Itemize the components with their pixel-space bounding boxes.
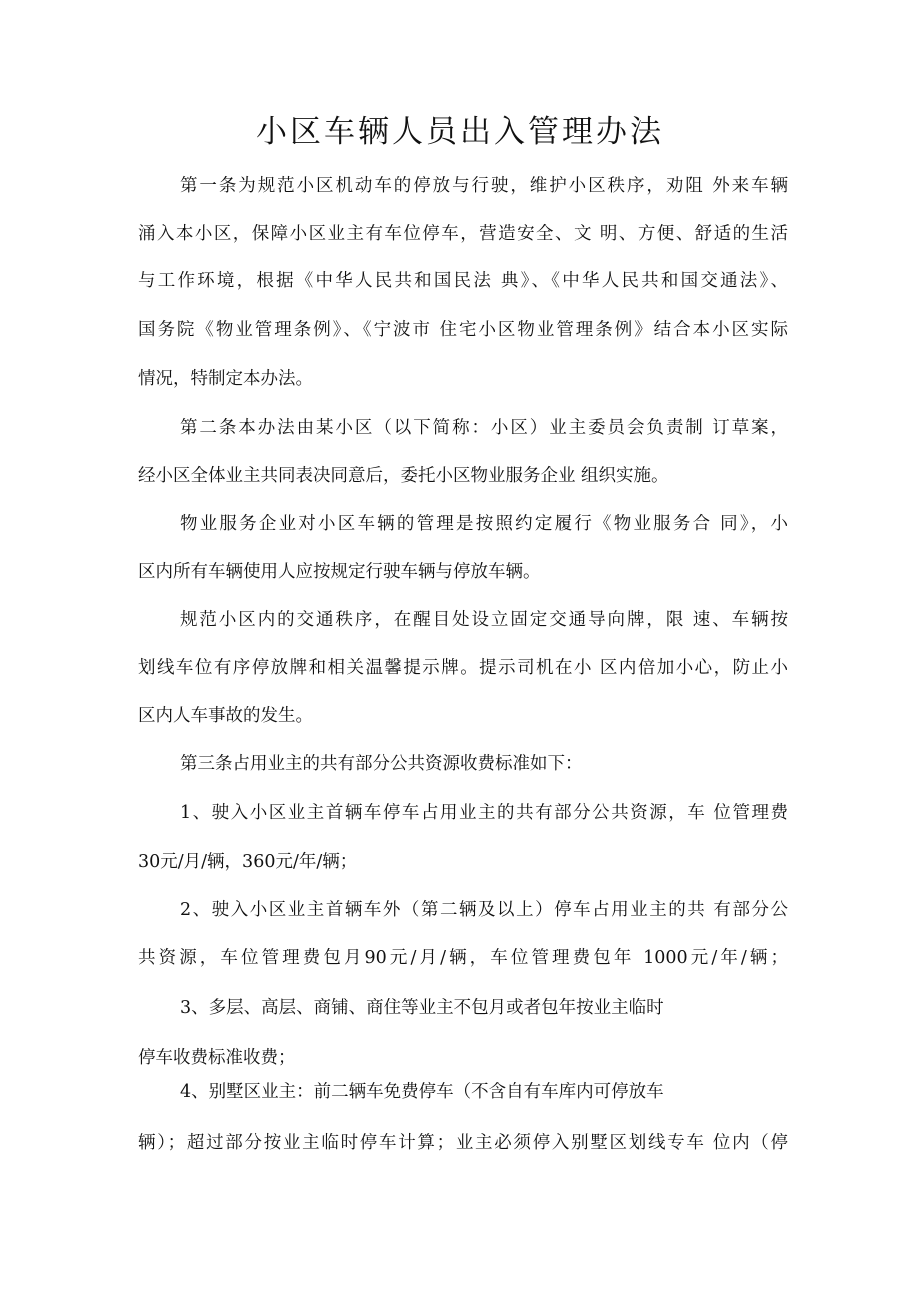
paragraph-line: 经小区全体业主共同表决同意后，委托小区物业服务企业 组织实施。 — [138, 466, 669, 486]
paragraph-line: 第三条占用业主的共有部分公共资源收费标准如下： — [180, 754, 583, 774]
paragraph-line: 停车收费标准收费； — [138, 1048, 296, 1068]
paragraph-line: 2、驶入小区业主首辆车外（第二辆及以上）停车占用业主的共 有部分公 — [180, 900, 788, 920]
paragraph-line: 涌入本小区，保障小区业主有车位停车，营造安全、文 明、方便、舒适的生活 — [138, 224, 788, 244]
paragraph-line: 国务院《物业管理条例》、《宁波市 住宅小区物业管理条例》结合本小区实际 — [138, 320, 788, 340]
paragraph-line: 情况，特制定本办法。 — [138, 369, 313, 389]
paragraph-line: 1、驶入小区业主首辆车停车占用业主的共有部分公共资源，车 位管理费 — [180, 803, 788, 823]
paragraph-line: 第一条为规范小区机动车的停放与行驶，维护小区秩序，劝阻 外来车辆 — [180, 176, 788, 196]
paragraph-line: 与工作环境，根据《中华人民共和国民法 典》、《中华人民共和国交通法》、 — [138, 271, 788, 291]
paragraph-line: 30元/月/辆，360元/年/辆； — [138, 852, 358, 872]
paragraph-line: 区内所有车辆使用人应按规定行驶车辆与停放车辆。 — [138, 562, 541, 582]
paragraph-line: 辆）；超过部分按业主临时停车计算；业主必须停入别墅区划线专车 位内（停 — [138, 1133, 788, 1153]
paragraph-line: 规范小区内的交通秩序，在醒目处设立固定交通导向牌，限 速、车辆按 — [180, 610, 788, 630]
paragraph-line: 3、多层、高层、商铺、商住等业主不包月或者包年按业主临时 — [180, 998, 664, 1018]
paragraph-line: 共资源，车位管理费包月90元/月/辆，车位管理费包年 1000元/年/辆； — [138, 948, 788, 968]
paragraph-line: 区内人车事故的发生。 — [138, 706, 313, 726]
paragraph-line: 第二条本办法由某小区（以下简称：小区）业主委员会负责制 订草案， — [180, 418, 788, 438]
paragraph-line: 物业服务企业对小区车辆的管理是按照约定履行《物业服务合 同》，小 — [180, 514, 788, 534]
paragraph-line: 划线车位有序停放牌和相关温馨提示牌。提示司机在小 区内倍加小心，防止小 — [138, 658, 788, 678]
document-title: 小区车辆人员出入管理办法 — [256, 114, 664, 150]
paragraph-line: 4、别墅区业主：前二辆车免费停车（不含自有车库内可停放车 — [180, 1082, 664, 1102]
